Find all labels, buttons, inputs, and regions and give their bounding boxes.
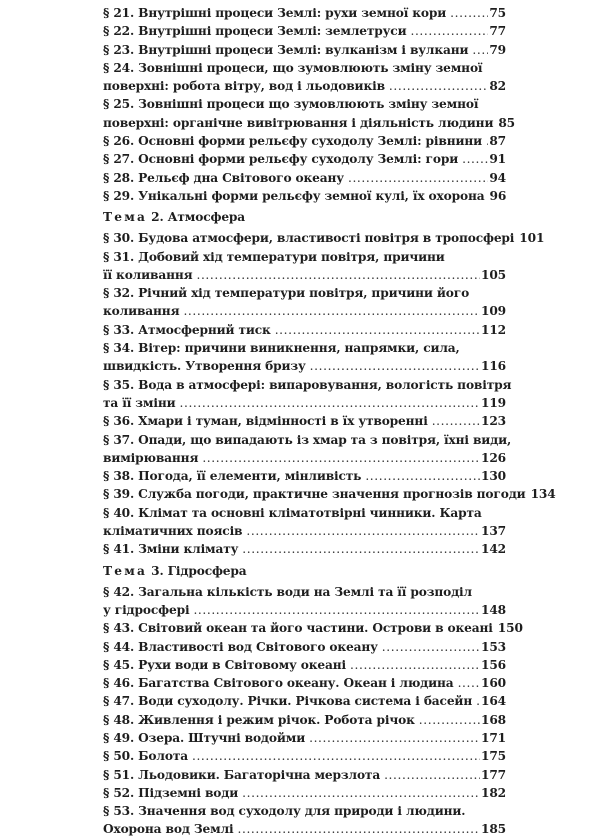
page-number: 137 (481, 524, 506, 539)
toc-entry[interactable] (103, 229, 545, 247)
toc-entry-title: § 41. Зміни клімату (103, 542, 239, 557)
toc-entry-line (103, 711, 506, 729)
toc-entry-line (103, 692, 506, 710)
toc-entry-title: § 25. Зовнішні процеси що зумовлюють зміну земної (103, 97, 479, 112)
toc-entry-title: та її зміни (103, 395, 176, 410)
page-number: 148 (481, 602, 506, 617)
dot-leader (462, 150, 488, 168)
toc-entry-line (103, 540, 506, 558)
toc-entry-line (103, 638, 506, 656)
toc-entry-title: § 33. Атмосферний тиск (103, 322, 271, 337)
dot-leader (450, 4, 488, 22)
page-number: 116 (481, 359, 506, 374)
toc-entry-line (103, 583, 506, 601)
toc-entry[interactable] (103, 339, 506, 376)
page-number: 75 (489, 6, 506, 20)
dot-leader (476, 692, 480, 710)
toc-entry[interactable] (103, 766, 506, 784)
toc-entry-line (103, 467, 506, 485)
toc-entry-line (103, 747, 506, 765)
toc-entry[interactable] (103, 802, 506, 839)
toc-entry-title: кліматичних поясів (103, 524, 243, 539)
toc-entry-title: § 43. Світовий океан та його частини. Острови в океані (103, 621, 493, 636)
toc-entry-title: § 50. Болота (103, 749, 188, 764)
dot-leader (242, 784, 480, 802)
toc-entry-line (103, 674, 506, 692)
dot-leader (419, 711, 480, 729)
toc-entry-title: § 22. Внутрішні процеси Землі: землетруси (103, 24, 407, 39)
topic-title: 3. Гідросфера (151, 563, 247, 578)
toc-entry-title: § 52. Підземні води (103, 785, 239, 800)
toc-entry-title: § 39. Служба погоди, практичне значення прогнозів погоди (103, 487, 526, 502)
toc-entry-line (103, 619, 523, 637)
page-number: 130 (481, 469, 506, 484)
toc-entry[interactable] (103, 22, 506, 40)
toc-entry-line (103, 504, 506, 522)
toc-entry-title: поверхні: робота вітру, вод і льодовиків (103, 79, 385, 94)
toc-entry-title: § 28. Рельєф дна Світового океану (103, 170, 344, 185)
toc-entry[interactable] (103, 169, 506, 187)
topic-heading (103, 208, 506, 226)
toc-entry[interactable] (103, 95, 516, 132)
toc-entry[interactable] (103, 41, 506, 59)
toc-entry-line (103, 114, 516, 132)
toc-entry-title: § 53. Значення вод суходолу для природи і людини. (103, 804, 466, 819)
toc-entry-title: § 21. Внутрішні процеси Землі: рухи земної кори (103, 6, 447, 20)
toc-entry[interactable] (103, 504, 506, 541)
dot-leader (486, 132, 488, 150)
toc-entry-line (103, 820, 506, 838)
dot-leader (275, 321, 480, 339)
toc-entry-title: § 44. Властивості вод Світового океану (103, 639, 378, 654)
page-number: 105 (481, 267, 506, 282)
toc-entry[interactable] (103, 412, 506, 430)
dot-leader (389, 77, 488, 95)
toc-entry[interactable] (103, 583, 506, 620)
dot-leader (192, 747, 480, 765)
toc-entry-title: § 34. Вітер: причини виникнення, напрямки, сила, (103, 341, 460, 356)
toc-entry-title: § 40. Клімат та основні кліматотвірні чинники. Карта (103, 505, 482, 520)
toc-entry-line (103, 22, 506, 40)
toc-entry-line (103, 302, 506, 320)
dot-leader (196, 266, 480, 284)
toc-entry[interactable] (103, 321, 506, 339)
page-number: 109 (481, 304, 506, 319)
toc-entry[interactable] (103, 4, 506, 22)
dot-leader (242, 540, 480, 558)
toc-entry-title: § 38. Погода, її елементи, мінливість (103, 469, 362, 484)
toc-entry-title: § 29. Унікальні форми рельєфу земної кулі, їх охорона (103, 188, 485, 203)
toc-entry-title: § 42. Загальна кількість води на Землі та її розподіл (103, 584, 472, 599)
toc-entry-line (103, 729, 506, 747)
toc-entry[interactable] (103, 376, 512, 413)
dot-leader (348, 169, 488, 187)
toc-entry[interactable] (103, 187, 506, 205)
dot-leader (472, 41, 488, 59)
page-number: 87 (489, 134, 506, 149)
page-number: 96 (489, 188, 507, 203)
dot-leader (238, 820, 481, 838)
dot-leader (309, 729, 480, 747)
page-number: 175 (481, 749, 506, 764)
toc-entry-title: § 23. Внутрішні процеси Землі: вулканізм і вулкани (103, 42, 469, 57)
page-number: 160 (481, 676, 506, 691)
toc-entry-line (103, 339, 506, 357)
table-of-contents (103, 4, 556, 839)
page-number: 101 (519, 231, 545, 246)
toc-entry-line (103, 802, 506, 820)
toc-entry-line (103, 4, 506, 22)
page-number: 164 (481, 694, 506, 709)
toc-entry[interactable] (103, 711, 506, 729)
toc-entry-title: Охорона вод Землі (103, 822, 234, 837)
dot-leader (432, 412, 480, 430)
toc-entry-line (103, 522, 506, 540)
toc-entry[interactable] (103, 59, 506, 96)
toc-entry-title: § 26. Основні форми рельєфу суходолу Землі: рівнини (103, 134, 483, 149)
toc-entry[interactable] (103, 431, 512, 468)
page-number: 171 (481, 730, 506, 745)
toc-entry-title: § 45. Рухи води в Світовому океані (103, 657, 347, 672)
page-number: 123 (481, 414, 506, 429)
page-number: 177 (481, 767, 506, 782)
toc-entry-line (103, 77, 506, 95)
toc-entry-title: її коливання (103, 267, 193, 282)
page-number: 112 (481, 322, 506, 337)
dot-leader (202, 449, 480, 467)
toc-entry-title: § 49. Озера. Штучні водойми (103, 730, 306, 745)
toc-entry-title: вимірювання (103, 450, 199, 465)
toc-entry-title: у гідросфері (103, 602, 190, 617)
toc-entry-line (103, 394, 506, 412)
toc-entry-title: поверхні: органічне вивітрювання і діяльність людини (103, 115, 494, 130)
toc-entry-title: коливання (103, 304, 180, 319)
toc-entry-line (103, 187, 506, 205)
toc-entry-title: § 24. Зовнішні процеси, що зумовлюють зміну земної (103, 60, 483, 75)
topic-title: 2. Атмосфера (151, 210, 246, 225)
dot-leader (410, 22, 488, 40)
toc-entry[interactable] (103, 132, 506, 150)
page-number: 91 (489, 152, 506, 167)
page-number: 79 (489, 42, 506, 57)
dot-leader (183, 302, 480, 320)
toc-entry-line (103, 412, 506, 430)
toc-entry-line (103, 248, 506, 266)
toc-entry-line (103, 229, 545, 247)
toc-entry-title: § 31. Добовий хід температури повітря, причини (103, 249, 445, 264)
toc-entry-line (103, 376, 512, 394)
toc-entry-line (103, 59, 506, 77)
toc-entry-line (103, 485, 556, 503)
toc-entry-line (103, 169, 506, 187)
dot-leader (310, 357, 480, 375)
toc-entry[interactable] (103, 467, 506, 485)
toc-entry-line (103, 266, 506, 284)
toc-entry-title: § 51. Льодовики. Багаторічна мерзлота (103, 767, 381, 782)
dot-leader (246, 522, 480, 540)
toc-entry-title: § 32. Річний хід температури повітря, причини його (103, 286, 470, 301)
dot-leader (382, 638, 480, 656)
page-number: 94 (489, 170, 506, 185)
toc-entry[interactable] (103, 674, 506, 692)
page-number: 156 (481, 657, 506, 672)
toc-entry-line (103, 784, 506, 802)
toc-entry-line (103, 41, 506, 59)
page-number: 185 (481, 822, 506, 837)
toc-entry[interactable] (103, 656, 506, 674)
toc-entry[interactable] (103, 150, 506, 168)
dot-leader (180, 394, 481, 412)
page-number: 182 (481, 785, 506, 800)
toc-entry[interactable] (103, 540, 506, 558)
toc-entry-line (103, 284, 506, 302)
page-number: 153 (481, 639, 506, 654)
toc-entry-line (103, 357, 506, 375)
toc-entry[interactable] (103, 248, 506, 285)
toc-entry[interactable] (103, 284, 506, 321)
dot-leader (458, 674, 480, 692)
toc-entry-line (103, 95, 506, 113)
page-number: 119 (481, 395, 506, 410)
toc-entry[interactable] (103, 638, 506, 656)
toc-entry-line (103, 132, 506, 150)
toc-entry-title: § 35. Вода в атмосфері: випаровування, вологість повітря (103, 377, 512, 392)
toc-entry-title: § 47. Води суходолу. Річки. Річкова система і басейн (103, 694, 473, 709)
toc-entry-line (103, 601, 506, 619)
page-number: 85 (498, 115, 516, 130)
toc-entry-title: § 46. Багатства Світового океану. Океан і людина (103, 676, 454, 691)
toc-entry-line (103, 766, 506, 784)
dot-leader (384, 766, 480, 784)
toc-entry-line (103, 656, 506, 674)
topic-keyword: Тема (103, 210, 148, 225)
toc-entry-title: § 37. Опади, що випадають із хмар та з повітря, їхні види, (103, 432, 512, 447)
dot-leader (350, 656, 480, 674)
topic-keyword: Тема (103, 563, 148, 578)
toc-entry-title: § 30. Будова атмосфери, властивості повітря в тропосфері (103, 231, 515, 246)
toc-entry[interactable] (103, 692, 506, 710)
page-number: 150 (497, 621, 523, 636)
toc-entry[interactable] (103, 747, 506, 765)
toc-entry-line (103, 150, 506, 168)
toc-entry-line (103, 431, 512, 449)
page-number: 77 (489, 24, 506, 39)
page-number: 126 (481, 450, 506, 465)
topic-heading (103, 562, 506, 580)
toc-entry[interactable] (103, 485, 556, 503)
toc-entry[interactable] (103, 784, 506, 802)
toc-entry-title: швидкість. Утворення бризу (103, 359, 306, 374)
toc-entry[interactable] (103, 619, 523, 637)
toc-entry[interactable] (103, 729, 506, 747)
toc-entry-title: § 36. Хмари і туман, відмінності в їх утворенні (103, 414, 428, 429)
toc-entry-title: § 27. Основні форми рельєфу суходолу Землі: гори (103, 152, 459, 167)
page-number: 82 (489, 79, 506, 94)
page-number: 134 (530, 487, 556, 502)
page-number: 168 (481, 712, 506, 727)
toc-entry-line (103, 449, 506, 467)
page-number: 142 (481, 542, 506, 557)
toc-entry-title: § 48. Живлення і режим річок. Робота річок (103, 712, 415, 727)
dot-leader (365, 467, 480, 485)
dot-leader (193, 601, 480, 619)
toc-entry-line (103, 321, 506, 339)
